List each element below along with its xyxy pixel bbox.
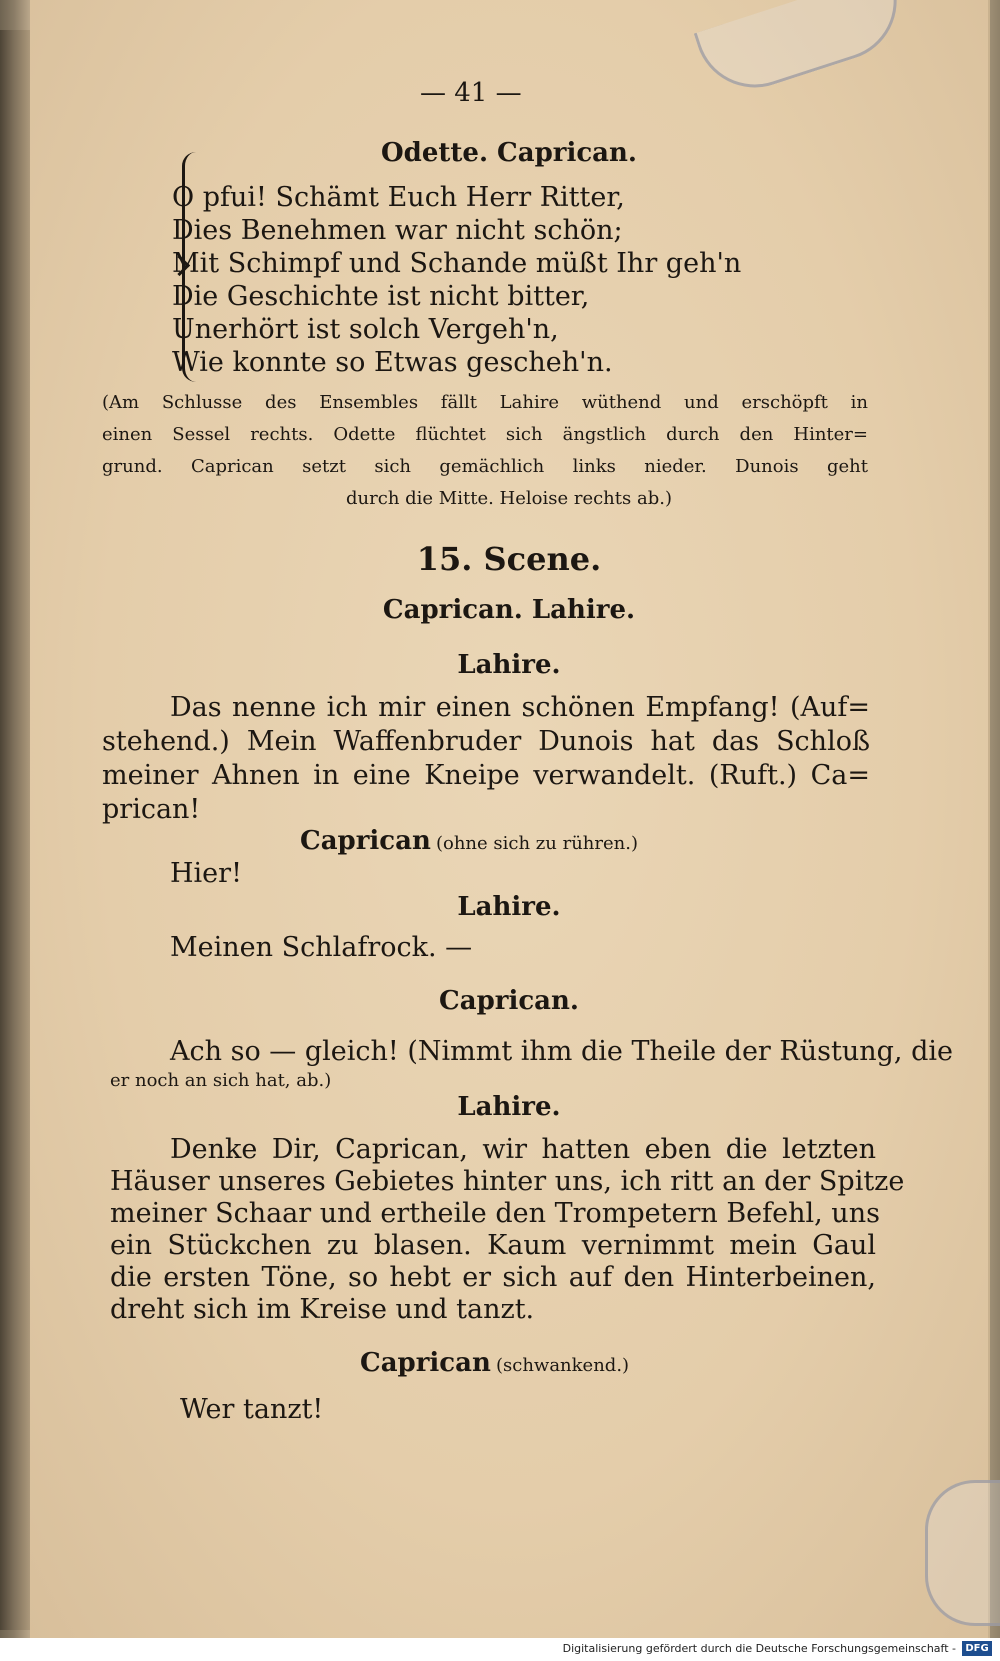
speaker-name: Caprican: [300, 826, 431, 856]
speaker-name: Caprican.: [439, 986, 579, 1016]
verse-line: Dies Benehmen war nicht schön;: [172, 215, 623, 246]
digitization-footer: [0, 1638, 1000, 1661]
dialogue-line: er noch an sich hat, ab.): [110, 1070, 332, 1091]
dialogue-line: prican!: [102, 794, 201, 825]
book-page: [30, 0, 990, 1638]
speaker-with-direction: [360, 1348, 629, 1378]
dialogue-line: Das nenne ich mir einen schönen Empfang! (Auf=: [170, 692, 870, 723]
speaker-with-direction: [300, 826, 638, 856]
verse-line: O pfui! Schämt Euch Herr Ritter,: [172, 182, 625, 213]
paper-clip-bottom: [925, 1480, 1000, 1626]
dialogue-line: ein Stückchen zu blasen. Kaum vernimmt mein Gaul: [110, 1230, 876, 1261]
speaker-name: Lahire.: [457, 1092, 561, 1122]
stage-direction: (ohne sich zu rühren.): [435, 833, 638, 854]
ensemble-speakers: Odette. Caprican.: [381, 138, 637, 168]
verse-line: Unerhört ist solch Vergeh'n,: [172, 314, 559, 345]
verse-line: Die Geschichte ist nicht bitter,: [172, 281, 590, 312]
speaker-name: Lahire.: [457, 892, 561, 922]
dialogue-line: Denke Dir, Caprican, wir hatten eben die letzten: [170, 1134, 876, 1165]
scene-title: 15. Scene.: [416, 540, 602, 578]
stage-direction-line: grund. Caprican setzt sich gemächlich links nieder. Dunois geht: [102, 456, 868, 477]
dialogue-line: Ach so — gleich! (Nimmt ihm die Theile der Rüstung, die: [170, 1036, 953, 1067]
dialogue-line: die ersten Töne, so hebt er sich auf den Hinterbeinen,: [110, 1262, 876, 1293]
dialogue-line: meiner Ahnen in eine Kneipe verwandelt. (Ruft.) Ca=: [102, 760, 870, 791]
footer-credit: Digitalisierung gefördert durch die Deutsche Forschungsgemeinschaft -: [562, 1642, 956, 1655]
dialogue-line: dreht sich im Kreise und tanzt.: [110, 1294, 535, 1325]
stage-direction-line: einen Sessel rechts. Odette flüchtet sich ängstlich durch den Hinter=: [102, 424, 868, 445]
dfg-logo: DFG: [962, 1641, 992, 1656]
book-spine-curl: [0, 30, 34, 1630]
dialogue-line: meiner Schaar und ertheile den Trompetern Befehl, uns: [110, 1198, 880, 1229]
dialogue-line: stehend.) Mein Waffenbruder Dunois hat das Schloß: [102, 726, 870, 757]
stage-direction-line: (Am Schlusse des Ensembles fällt Lahire wüthend und erschöpft in: [102, 392, 868, 413]
dialogue-line: Hier!: [170, 858, 242, 889]
speaker-name: Caprican: [360, 1348, 491, 1378]
dialogue-line: Meinen Schlafrock. —: [170, 932, 473, 963]
stage-direction-line: durch die Mitte. Heloise rechts ab.): [346, 488, 672, 509]
page-number: — 41 —: [420, 78, 522, 108]
verse-line: Wie konnte so Etwas gescheh'n.: [172, 347, 613, 378]
verse-line: Mit Schimpf und Schande müßt Ihr geh'n: [172, 248, 742, 279]
scene-characters: Caprican. Lahire.: [382, 595, 636, 625]
dialogue-line: Häuser unseres Gebietes hinter uns, ich ritt an der Spitze: [110, 1166, 905, 1197]
dialogue-line: Wer tanzt!: [180, 1394, 324, 1425]
stage-direction: (schwankend.): [495, 1355, 630, 1376]
speaker-name: Lahire.: [457, 650, 561, 680]
